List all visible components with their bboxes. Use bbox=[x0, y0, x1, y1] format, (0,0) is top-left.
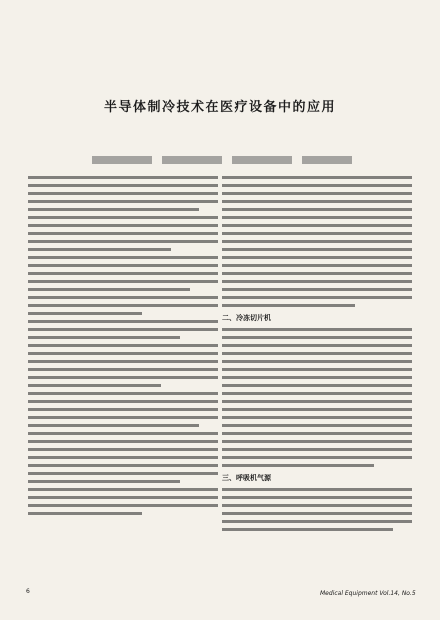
section-heading: 三、呼吸机气源 bbox=[222, 474, 271, 482]
article-title: 半导体制冷技术在医疗设备中的应用 bbox=[103, 100, 336, 115]
right-column bbox=[222, 176, 412, 536]
page-number: 6 bbox=[26, 588, 30, 595]
article-meta bbox=[92, 156, 352, 164]
journal-footer: Medical Equipment Vol.14, No.5 bbox=[320, 590, 416, 597]
section-heading: 二、冷冻切片机 bbox=[222, 314, 271, 322]
left-column bbox=[28, 176, 218, 520]
